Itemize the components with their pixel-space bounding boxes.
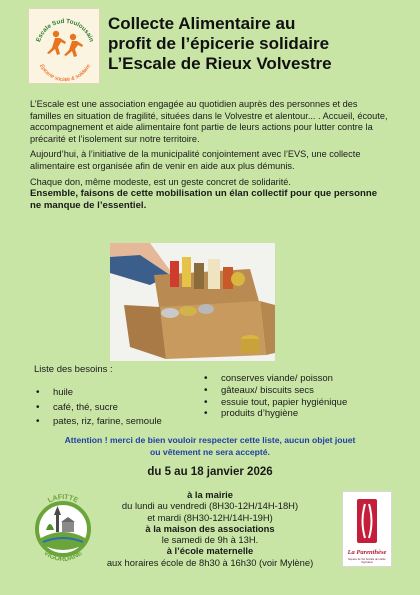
page-title — [108, 14, 408, 74]
ecole-hours: aux horaires école de 8h30 à 16h30 (voir Mylène) — [106, 556, 314, 568]
needs-title: Liste des besoins : — [34, 364, 113, 375]
lafitte-logo-bottom-text: VIGORDANE — [42, 549, 84, 564]
intro-paragraph-3: Chaque don, même modeste, est un geste concret de solidarité. — [30, 176, 291, 187]
intro-paragraph-1: L’Escale est une association engagée au quotidien auprès des personnes et des familles en situation de fragilité, situées dans le Volvestre et alentour... . Accueil, écoute, accompagnement et aide alimentaire font partie de leurs actions pour lutter contre la précarité et l’isolement sur notre territoire. — [30, 99, 388, 144]
warning-line-2: ou vêtement ne sera accepté. — [150, 446, 270, 457]
collection-dates: du 5 au 18 janvier 2026 — [147, 466, 273, 478]
running-figures-icon — [47, 31, 83, 57]
title-line-3: L’Escale de Rieux Volvestre — [108, 54, 332, 73]
location-ecole: à l’école maternelle — [166, 545, 254, 557]
svg-text:Épicerie sociale & solidaire — [38, 63, 92, 83]
parenthese-subtitle: Espace de Vie Sociale de Lafitte Vigordane — [348, 558, 386, 564]
location-maison-associations: à la maison des associations — [145, 522, 275, 534]
associations-hours: le samedi de 9h à 13H. — [161, 534, 259, 546]
church-icon — [56, 514, 59, 532]
escale-logo — [28, 8, 100, 84]
list-item: • essuie tout, papier hygiénique — [204, 397, 404, 409]
list-item: • pates, riz, farine, semoule — [36, 415, 216, 430]
escale-logo-bottom-text: Épicerie sociale & solidaire — [38, 63, 92, 84]
la-parenthese-logo — [342, 491, 392, 567]
intro-paragraph-4: Ensemble, faisons de cette mobilisation un élan collectif pour que personne ne manque de l’essentiel. — [30, 188, 378, 212]
warning-notice — [30, 435, 390, 459]
svg-text:Escale Sud Toulousain — [35, 18, 95, 43]
location-mairie: à la mairie — [187, 489, 233, 500]
parenthesis-icon — [357, 499, 377, 543]
lafitte-vigordane-logo — [24, 490, 102, 566]
list-item: • café, thé, sucre — [36, 401, 216, 416]
title-line-1: Collecte Alimentaire au — [108, 14, 296, 33]
list-item: • produits d’hygiène — [204, 408, 404, 420]
list-item: • conserves viande/ poisson — [204, 373, 404, 385]
warning-line-1: Attention ! merci de bien vouloir respecter cette liste, aucun objet jouet — [64, 435, 356, 445]
escale-logo-top-text: Escale Sud Toulousain — [35, 17, 95, 43]
intro-paragraph-2: Aujourd’hui, à l’initiative de la municipalité conjointement avec l’EVS, une collecte alimentaire est organisée afin de venir en aide aux plus démunis. — [30, 149, 361, 171]
mairie-hours-tuesday: et mardi (8H30-12H/14H-19H) — [147, 511, 273, 523]
needs-list-right — [204, 373, 404, 420]
intro-text — [30, 99, 390, 216]
needs-list-left — [36, 386, 216, 430]
mairie-hours-weekdays: du lundi au vendredi (8H30-12H/14H-18H) — [121, 500, 299, 512]
lafitte-logo-top-text: LAFITTE — [46, 493, 79, 505]
list-item: • huile — [36, 386, 216, 401]
food-box-photo — [110, 243, 275, 361]
schedule — [80, 489, 340, 568]
parenthese-name: La Parenthèse — [347, 549, 387, 556]
list-item: • gâteaux/ biscuits secs — [204, 385, 404, 397]
title-line-2: profit de l’épicerie solidaire — [108, 34, 330, 53]
